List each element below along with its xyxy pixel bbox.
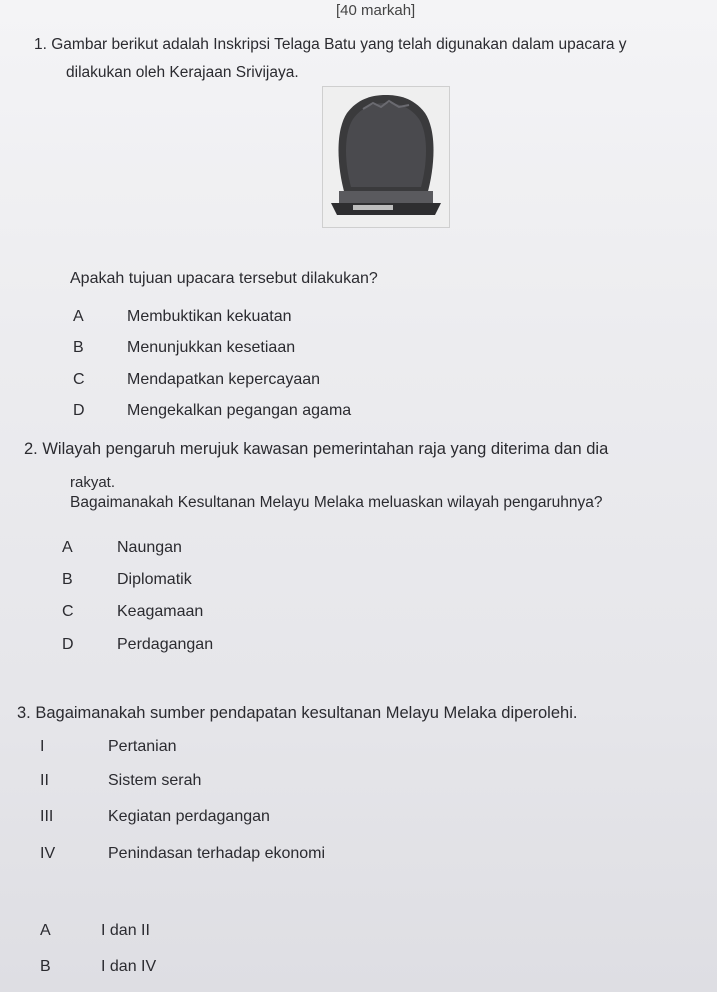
option-text: I dan II: [101, 922, 150, 939]
option-text: Naungan: [117, 539, 182, 556]
option-text: Membuktikan kekuatan: [127, 308, 292, 325]
option-letter: B: [40, 958, 51, 975]
option-text: Perdagangan: [117, 636, 214, 653]
statement-number: II: [40, 772, 49, 789]
option-letter: A: [62, 539, 73, 556]
statement-number: I: [40, 738, 45, 755]
question-1-text-cont: dilakukan oleh Kerajaan Srivijaya.: [66, 64, 299, 81]
question-2-stem: Bagaimanakah Kesultanan Melayu Melaka meluaskan wilayah pengaruhnya?: [70, 494, 603, 511]
option-text: Keagamaan: [117, 603, 204, 620]
option-letter: C: [73, 371, 85, 388]
question-2-text: 2. Wilayah pengaruh merujuk kawasan pemerintahan raja yang diterima dan dia: [24, 440, 609, 458]
option-text: I dan IV: [101, 958, 157, 975]
option-letter: D: [62, 636, 74, 653]
option-text: Diplomatik: [117, 571, 192, 588]
question-1-stem: Apakah tujuan upacara tersebut dilakukan?: [70, 270, 378, 287]
telaga-batu-figure: [322, 86, 450, 228]
option-letter: D: [73, 402, 85, 419]
statement-text: Pertanian: [108, 738, 177, 755]
option-letter: B: [62, 571, 73, 588]
statement-number: IV: [40, 845, 56, 862]
total-marks: [40 markah]: [336, 2, 416, 19]
statement-text: Sistem serah: [108, 772, 202, 789]
question-2-text-cont: rakyat.: [70, 474, 116, 491]
stone-inscription-icon: [323, 87, 449, 227]
option-letter: C: [62, 603, 74, 620]
option-letter: B: [73, 339, 84, 356]
statement-text: Penindasan terhadap ekonomi: [108, 845, 326, 862]
option-text: Mengekalkan pegangan agama: [127, 402, 352, 419]
option-text: Menunjukkan kesetiaan: [127, 339, 296, 356]
statement-number: III: [40, 808, 54, 825]
option-letter: A: [73, 308, 84, 325]
question-1-text: 1. Gambar berikut adalah Inskripsi Telaga Batu yang telah digunakan dalam upacara y: [34, 36, 627, 53]
option-letter: A: [40, 922, 51, 939]
statement-text: Kegiatan perdagangan: [108, 808, 270, 825]
question-3-text: 3. Bagaimanakah sumber pendapatan kesultanan Melayu Melaka diperolehi.: [17, 704, 578, 722]
option-text: Mendapatkan kepercayaan: [127, 371, 321, 388]
